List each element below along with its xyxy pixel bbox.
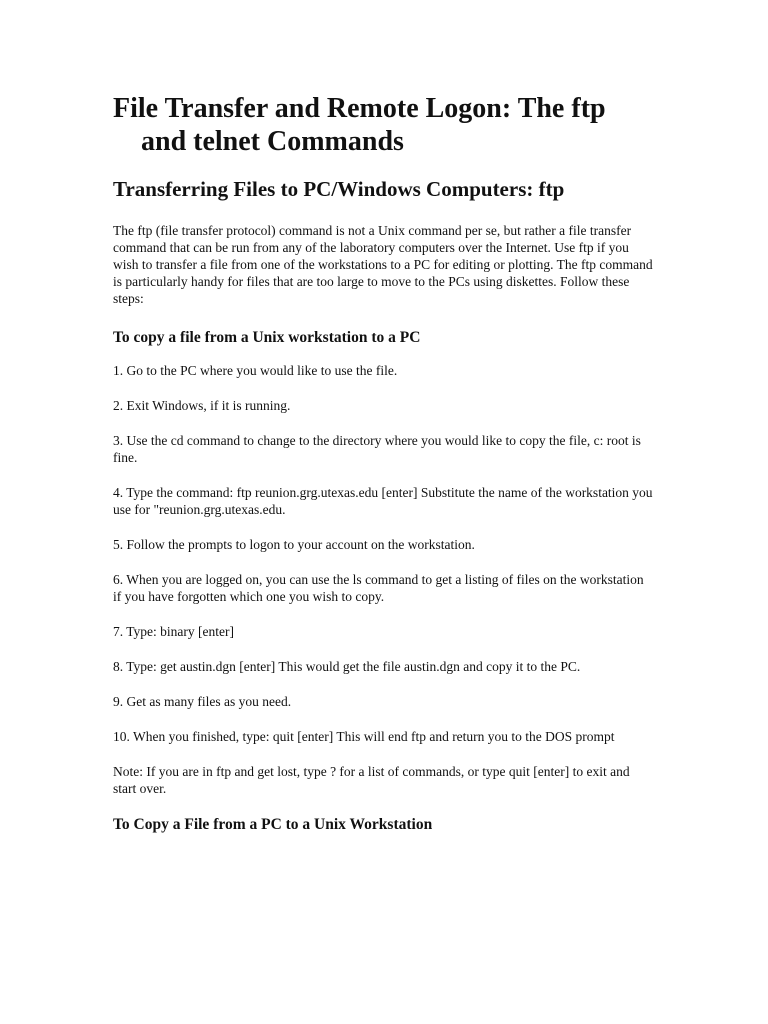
step-item: 3. Use the cd command to change to the directory where you would like to copy the file, c: root is fine. <box>113 433 641 465</box>
note-paragraph: Note: If you are in ftp and get lost, type ? for a list of commands, or type quit [enter] to exit and start over. <box>113 764 630 796</box>
step-item: 7. Type: binary [enter] <box>113 624 235 639</box>
step-item: 4. Type the command: ftp reunion.grg.utexas.edu [enter] Substitute the name of the workstation you use for "reunion.grg.utexas.edu. <box>113 485 653 517</box>
step-item: 2. Exit Windows, if it is running. <box>113 398 291 413</box>
subsection-title-pc-to-unix: To Copy a File from a PC to a Unix Workstation <box>113 816 433 833</box>
section-title: Transferring Files to PC/Windows Computers: ftp <box>113 177 565 201</box>
intro-paragraph: The ftp (file transfer protocol) command is not a Unix command per se, but rather a file transfer command that can be run from any of the laboratory computers over the Internet. Use ftp if you wish to transfer a file from one of the workstations to a PC for editing or plotting. The ftp command is particularly handy for files that are too large to move to the PCs using diskettes. Follow these steps: <box>113 223 653 306</box>
step-item: 8. Type: get austin.dgn [enter] This would get the file austin.dgn and copy it to the PC. <box>113 659 581 674</box>
steps-list <box>113 362 653 745</box>
subsection-title-unix-to-pc: To copy a file from a Unix workstation to a PC <box>113 329 421 346</box>
document-page <box>113 92 653 834</box>
step-item: 5. Follow the prompts to logon to your account on the workstation. <box>113 537 475 552</box>
document-title: File Transfer and Remote Logon: The ftp and telnet Commands <box>113 93 606 157</box>
step-item: 1. Go to the PC where you would like to use the file. <box>113 363 398 378</box>
step-item: 9. Get as many files as you need. <box>113 694 292 709</box>
step-item: 6. When you are logged on, you can use the ls command to get a listing of files on the workstation if you have forgotten which one you wish to copy. <box>113 572 644 604</box>
step-item: 10. When you finished, type: quit [enter] This will end ftp and return you to the DOS prompt <box>113 729 615 744</box>
